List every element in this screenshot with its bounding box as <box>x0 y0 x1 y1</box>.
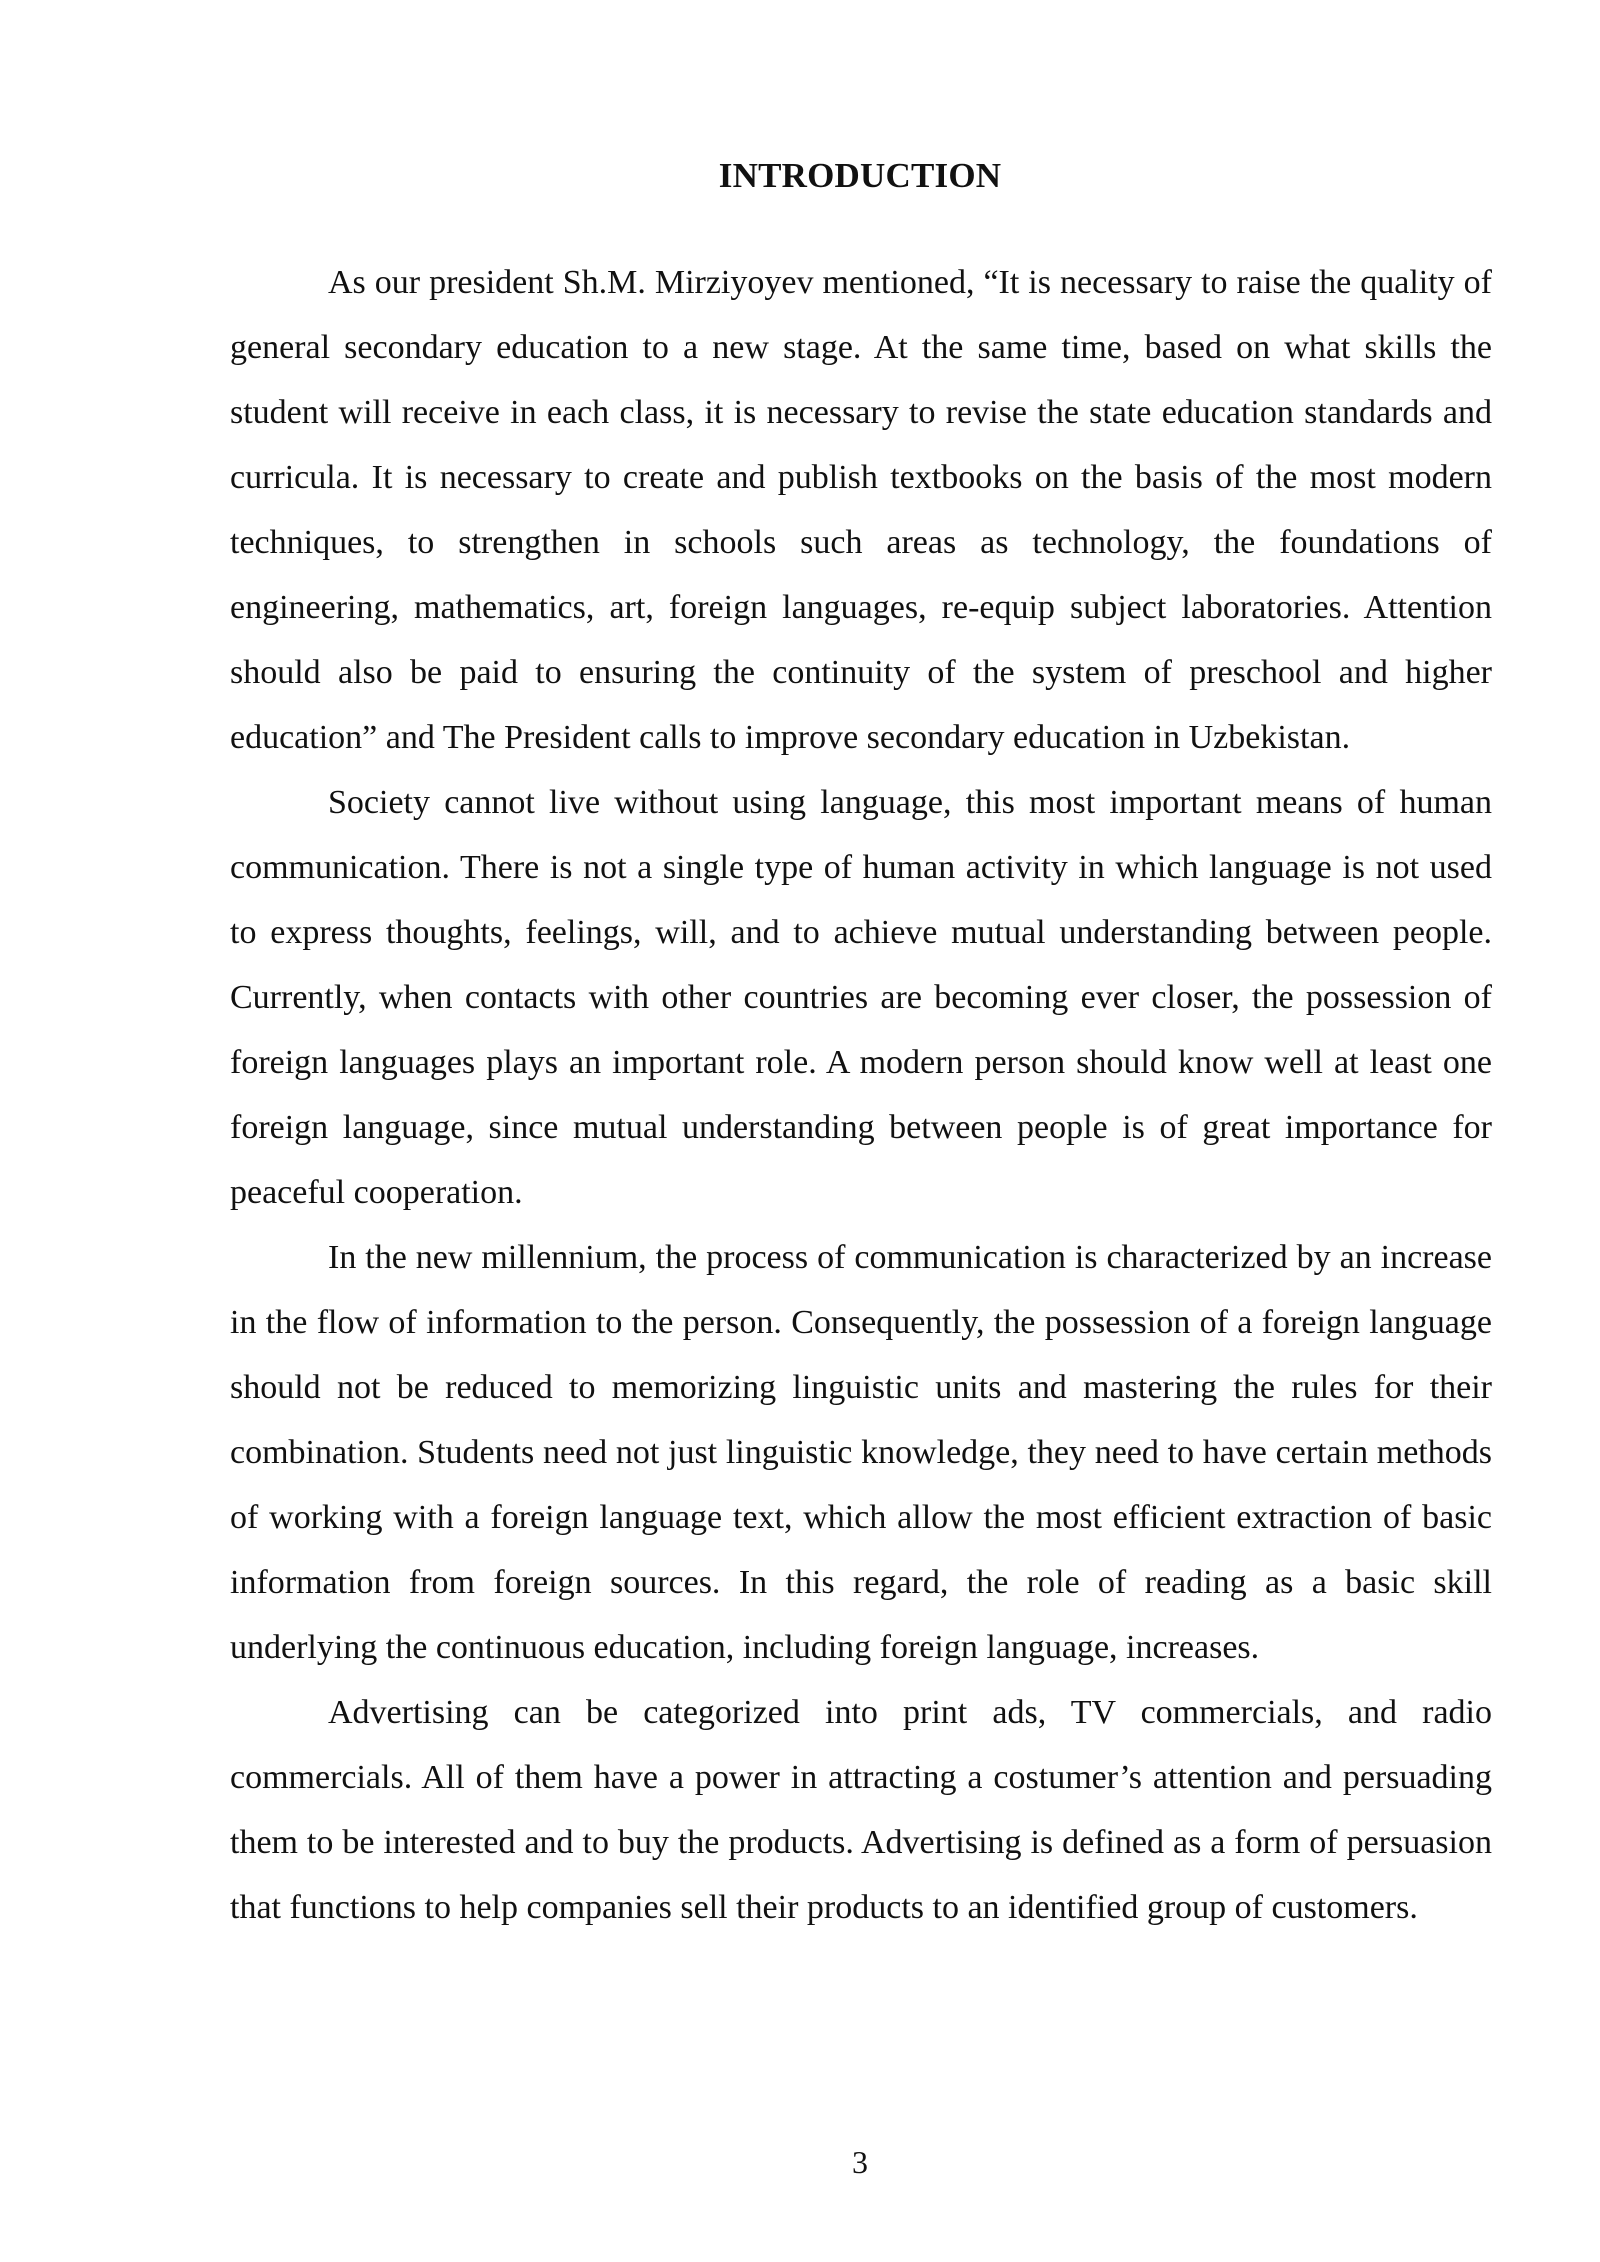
paragraph-3: In the new millennium, the process of communication is characterized by an increase in the flow of information to the person. Consequently, the possession of a foreign language should not be reduced to memorizing linguistic units and mastering the rules for their combination. Students need not just linguistic knowledge, they need to have certain methods of working with a foreign language text, which allow the most efficient extraction of basic information from foreign sources. In this regard, the role of reading as a basic skill underlying the continuous education, including foreign language, increases. <box>230 1239 1492 1666</box>
paragraph-2: Society cannot live without using language, this most important means of human communication. There is not a single type of human activity in which language is not used to express thoughts, feelings, will, and to achieve mutual understanding between people. Currently, when contacts with other countries are becoming ever closer, the possession of foreign languages plays an important role. A modern person should know well at least one foreign language, since mutual understanding between people is of great importance for peaceful cooperation. <box>230 784 1492 1211</box>
paragraph-4: Advertising can be categorized into print ads, TV commercials, and radio commercials. All of them have a power in attracting a costumer’s attention and persuading them to be interested and to buy the products. Advertising is defined as a form of persuasion that functions to help companies sell their products to an identified group of customers. <box>230 1694 1492 1926</box>
page-number: 3 <box>852 2144 868 2180</box>
paragraph-1: As our president Sh.M. Mirziyoyev mentioned, “It is necessary to raise the quality of general secondary education to a new stage. At the same time, based on what skills the student will receive in each class, it is necessary to revise the state education standards and curricula. It is necessary to create and publish textbooks on the basis of the most modern techniques, to strengthen in schools such areas as technology, the foundations of engineering, mathematics, art, foreign languages, re-equip subject laboratories. Attention should also be paid to ensuring the continuity of the system of preschool and higher education” and The President calls to improve secondary education in Uzbekistan. <box>230 264 1492 756</box>
body-text <box>230 250 1492 1940</box>
page-title: INTRODUCTION <box>718 156 1002 195</box>
